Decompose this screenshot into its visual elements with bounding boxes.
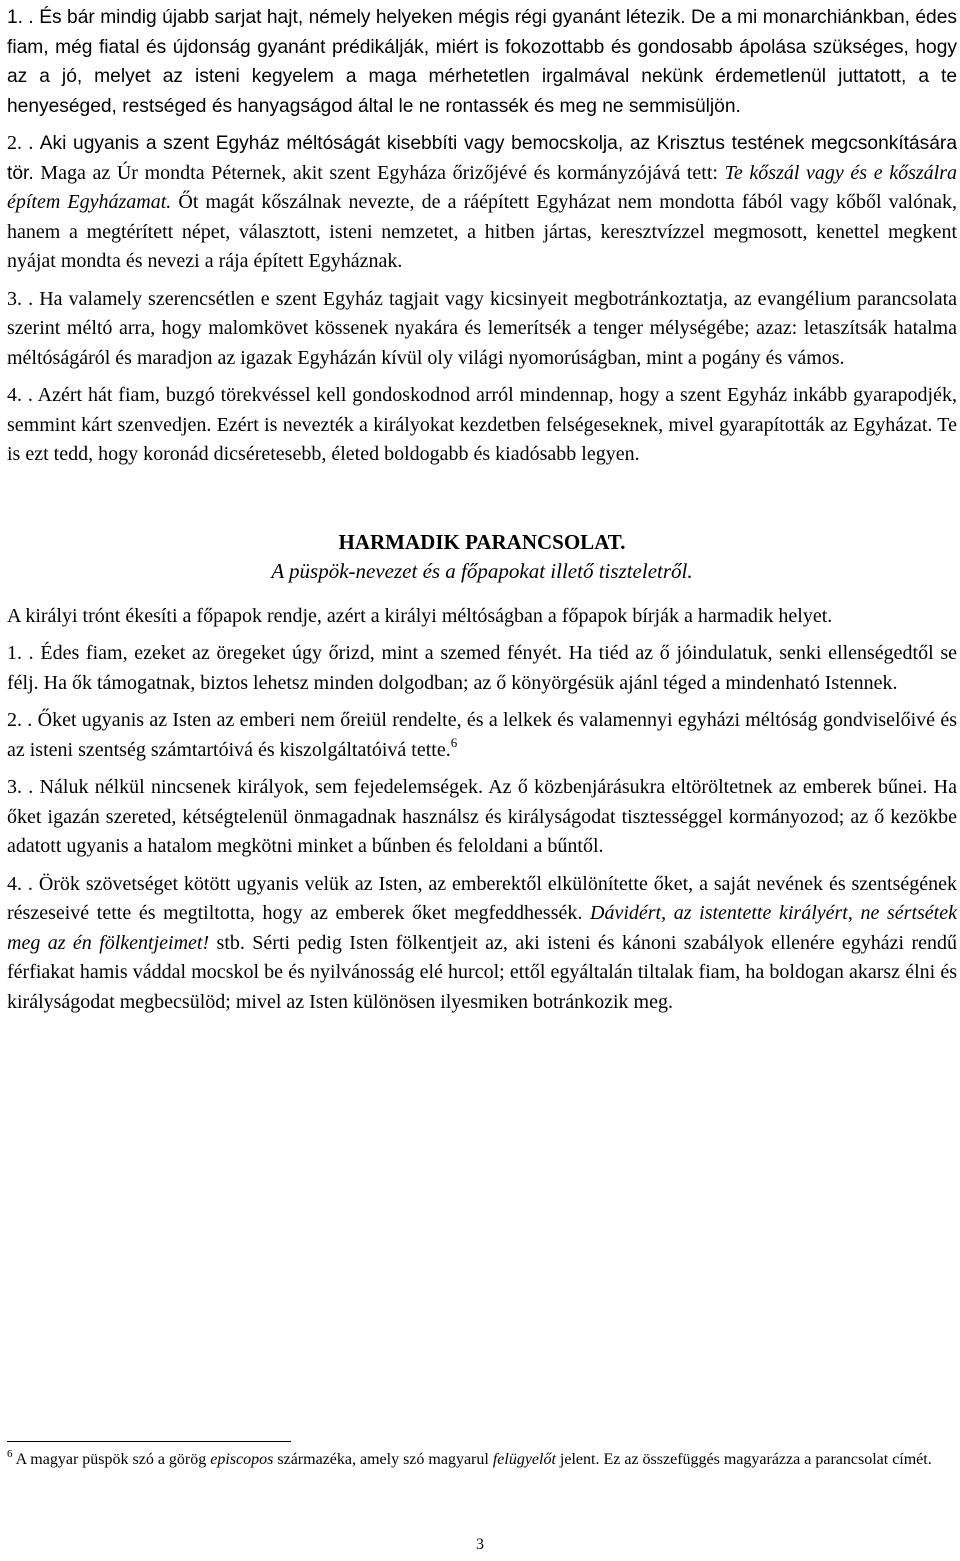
paragraph-text: Ha valamely szerencsétlen e szent Egyház tagjait vagy kicsinyeit megbotránkoztatja, az evangélium parancsolata szerint méltó arra, hogy malomkövet kössenek nyakára és lemerítsék a tenger mélységébe; azaz: letaszítsák hatalma méltóságáról és maradjon az igazak Egyházán kívül oly világi nyomorúságban, mint a pogány és vámos. bbox=[7, 287, 958, 369]
paragraph-text-continued: Őt magát kőszálnak nevezte, de a ráépített Egyházat nem mondotta fából vagy kőből valónak, hanem a megtérített népet, választott, isteni nemzetet, a hitben jártas, keresztvízzel megmosott, kenettel megkent nyájat mondta és nevezi a rája épített Egyháznak. bbox=[7, 191, 957, 272]
paragraph-text-continued: stb. Sérti pedig Isten fölkentjeit az, aki isteni és kánoni szabályok ellenére egyházi rendű férfiakat hamis váddal mocskol be és nyilvánosság elé hurcol; ettől egyáltalán tiltalak fiam, ha boldogan akarsz élni és királyságodat megbecsülöd; mivel az Isten különösen ilyesmiken botránkozik meg. bbox=[7, 931, 957, 1013]
section-intro: A királyi trónt ékesíti a főpapok rendje, azért a királyi méltóságban a főpapok bírják a harmadik helyet. bbox=[7, 604, 833, 627]
paragraph-text: Náluk nélkül nincsenek királyok, sem fejedelemségek. Az ő közbenjárásukra eltöröltetnek az emberek bűnei. Ha őket igazán szereted, kétségtelenül önmagadnak használsz és királyságodat tisztességgel kormányozod; az ő kezökbe adatott ugyanis a hatalom megkötni minket a bűnben és feloldani a bűntől. bbox=[7, 776, 957, 857]
paragraph-number: 3. . bbox=[7, 776, 34, 798]
section-title: HARMADIK PARANCSOLAT. bbox=[338, 529, 626, 554]
paragraph-number: 2. . bbox=[7, 709, 33, 731]
paragraph-1 bbox=[7, 3, 957, 121]
paragraph-text: Édes fiam, ezeket az öregeket úgy őrizd, mint a szemed fényét. Ha tiéd az ő jóindulatuk, senki ellenségedtől se félj. Ha ők támogatnak, biztos lehetsz minden dolgodban; az ő könyörgésük ajánl téged a mindenható Istennek. bbox=[7, 642, 958, 694]
footnote-italic-term: felügyelőt bbox=[492, 1451, 556, 1468]
paragraph-3 bbox=[7, 285, 957, 374]
scripture-quote: Te kőszál vagy és e kőszálra építem Egyházamat. bbox=[7, 161, 958, 213]
section-paragraph-4 bbox=[7, 870, 957, 1018]
footnote-text: származéka, amely szó magyarul bbox=[277, 1451, 489, 1468]
paragraph-number: 4. . bbox=[7, 872, 33, 895]
paragraph-text: És bár mindig újabb sarjat hajt, némely helyeken mégis régi gyanánt létezik. De a mi monarchiánkban, édes fiam, még fiatal és újdonság gyanánt prédikálják, miért is fokozottabb és gondosabb ápolása szükséges, hogy az a jó, melyet az isteni kegyelem a maga mérhetetlen irgalmával nekünk érdemetlenül juttatott, a te henyeséged, restséged és hanyagságod által le ne rontassék és meg ne semmisüljön. bbox=[7, 7, 957, 117]
section-paragraph-1 bbox=[7, 639, 957, 698]
paragraph-text: Maga az Úr mondta Péternek, akit szent Egyháza őrizőjévé és kormányzójává tett: bbox=[40, 161, 718, 184]
scripture-quote: Dávidért, az istentette királyért, ne sértsétek meg az én fölkentjeimet! bbox=[7, 902, 957, 954]
footnote-text: jelent. Ez az összefüggés magyarázza a parancsolat címét. bbox=[559, 1451, 932, 1468]
footnote-number: 6 bbox=[7, 1448, 13, 1460]
paragraph-number: 1. . bbox=[7, 7, 34, 28]
footnote-divider bbox=[7, 1441, 291, 1442]
paragraph-text-sans: Aki ugyanis a szent Egyház méltóságát kisebbíti vagy bemocskolja, az Krisztus testének megcsonkítására tör. bbox=[7, 133, 957, 184]
section-paragraph-2 bbox=[7, 706, 957, 765]
paragraph-2 bbox=[7, 129, 957, 277]
paragraph-number: 1. . bbox=[7, 642, 34, 664]
footnote-reference[interactable]: 6 bbox=[450, 734, 458, 750]
paragraph-text: Örök szövetséget kötött ugyanis velük az Isten, az emberektől elkülönítette őket, a saját nevének és szentségének részeseivé tette és megtiltotta, hogy az emberek őket megfeddhessék. bbox=[7, 872, 958, 924]
footnote-text: A magyar püspök szó a görög bbox=[15, 1451, 207, 1468]
footnote bbox=[7, 1447, 957, 1473]
section-subtitle: A püspök-nevezet és a főpapokat illető tiszteletről. bbox=[271, 558, 693, 583]
paragraph-number: 2. . bbox=[7, 132, 34, 154]
footnote-italic-term: episcopos bbox=[210, 1451, 274, 1468]
paragraph-number: 3. . bbox=[7, 287, 34, 310]
document-page bbox=[7, 3, 957, 1017]
paragraph-number: 4. . bbox=[7, 384, 33, 406]
page-number: 3 bbox=[476, 1536, 484, 1553]
paragraph-text: Azért hát fiam, buzgó törekvéssel kell gondoskodnod arról mindennap, hogy a szent Egyház inkább gyarapodjék, semmint kárt szenvedjen. Ezért is nevezték a királyokat kezdetben felségeseknek, mivel gyarapították az Egyházat. Te is ezt tedd, hogy koronád dicséretesebb, életed boldogabb és kiadósabb legyen. bbox=[7, 384, 957, 465]
paragraph-4 bbox=[7, 381, 957, 470]
paragraph-text: Őket ugyanis az Isten az emberi nem őreiül rendelte, és a lelkek és valamennyi egyházi méltóság gondviselőivé és az isteni szentség számtartóivá és kiszolgáltatóivá tette. bbox=[7, 709, 958, 761]
section-paragraph-3 bbox=[7, 773, 957, 862]
